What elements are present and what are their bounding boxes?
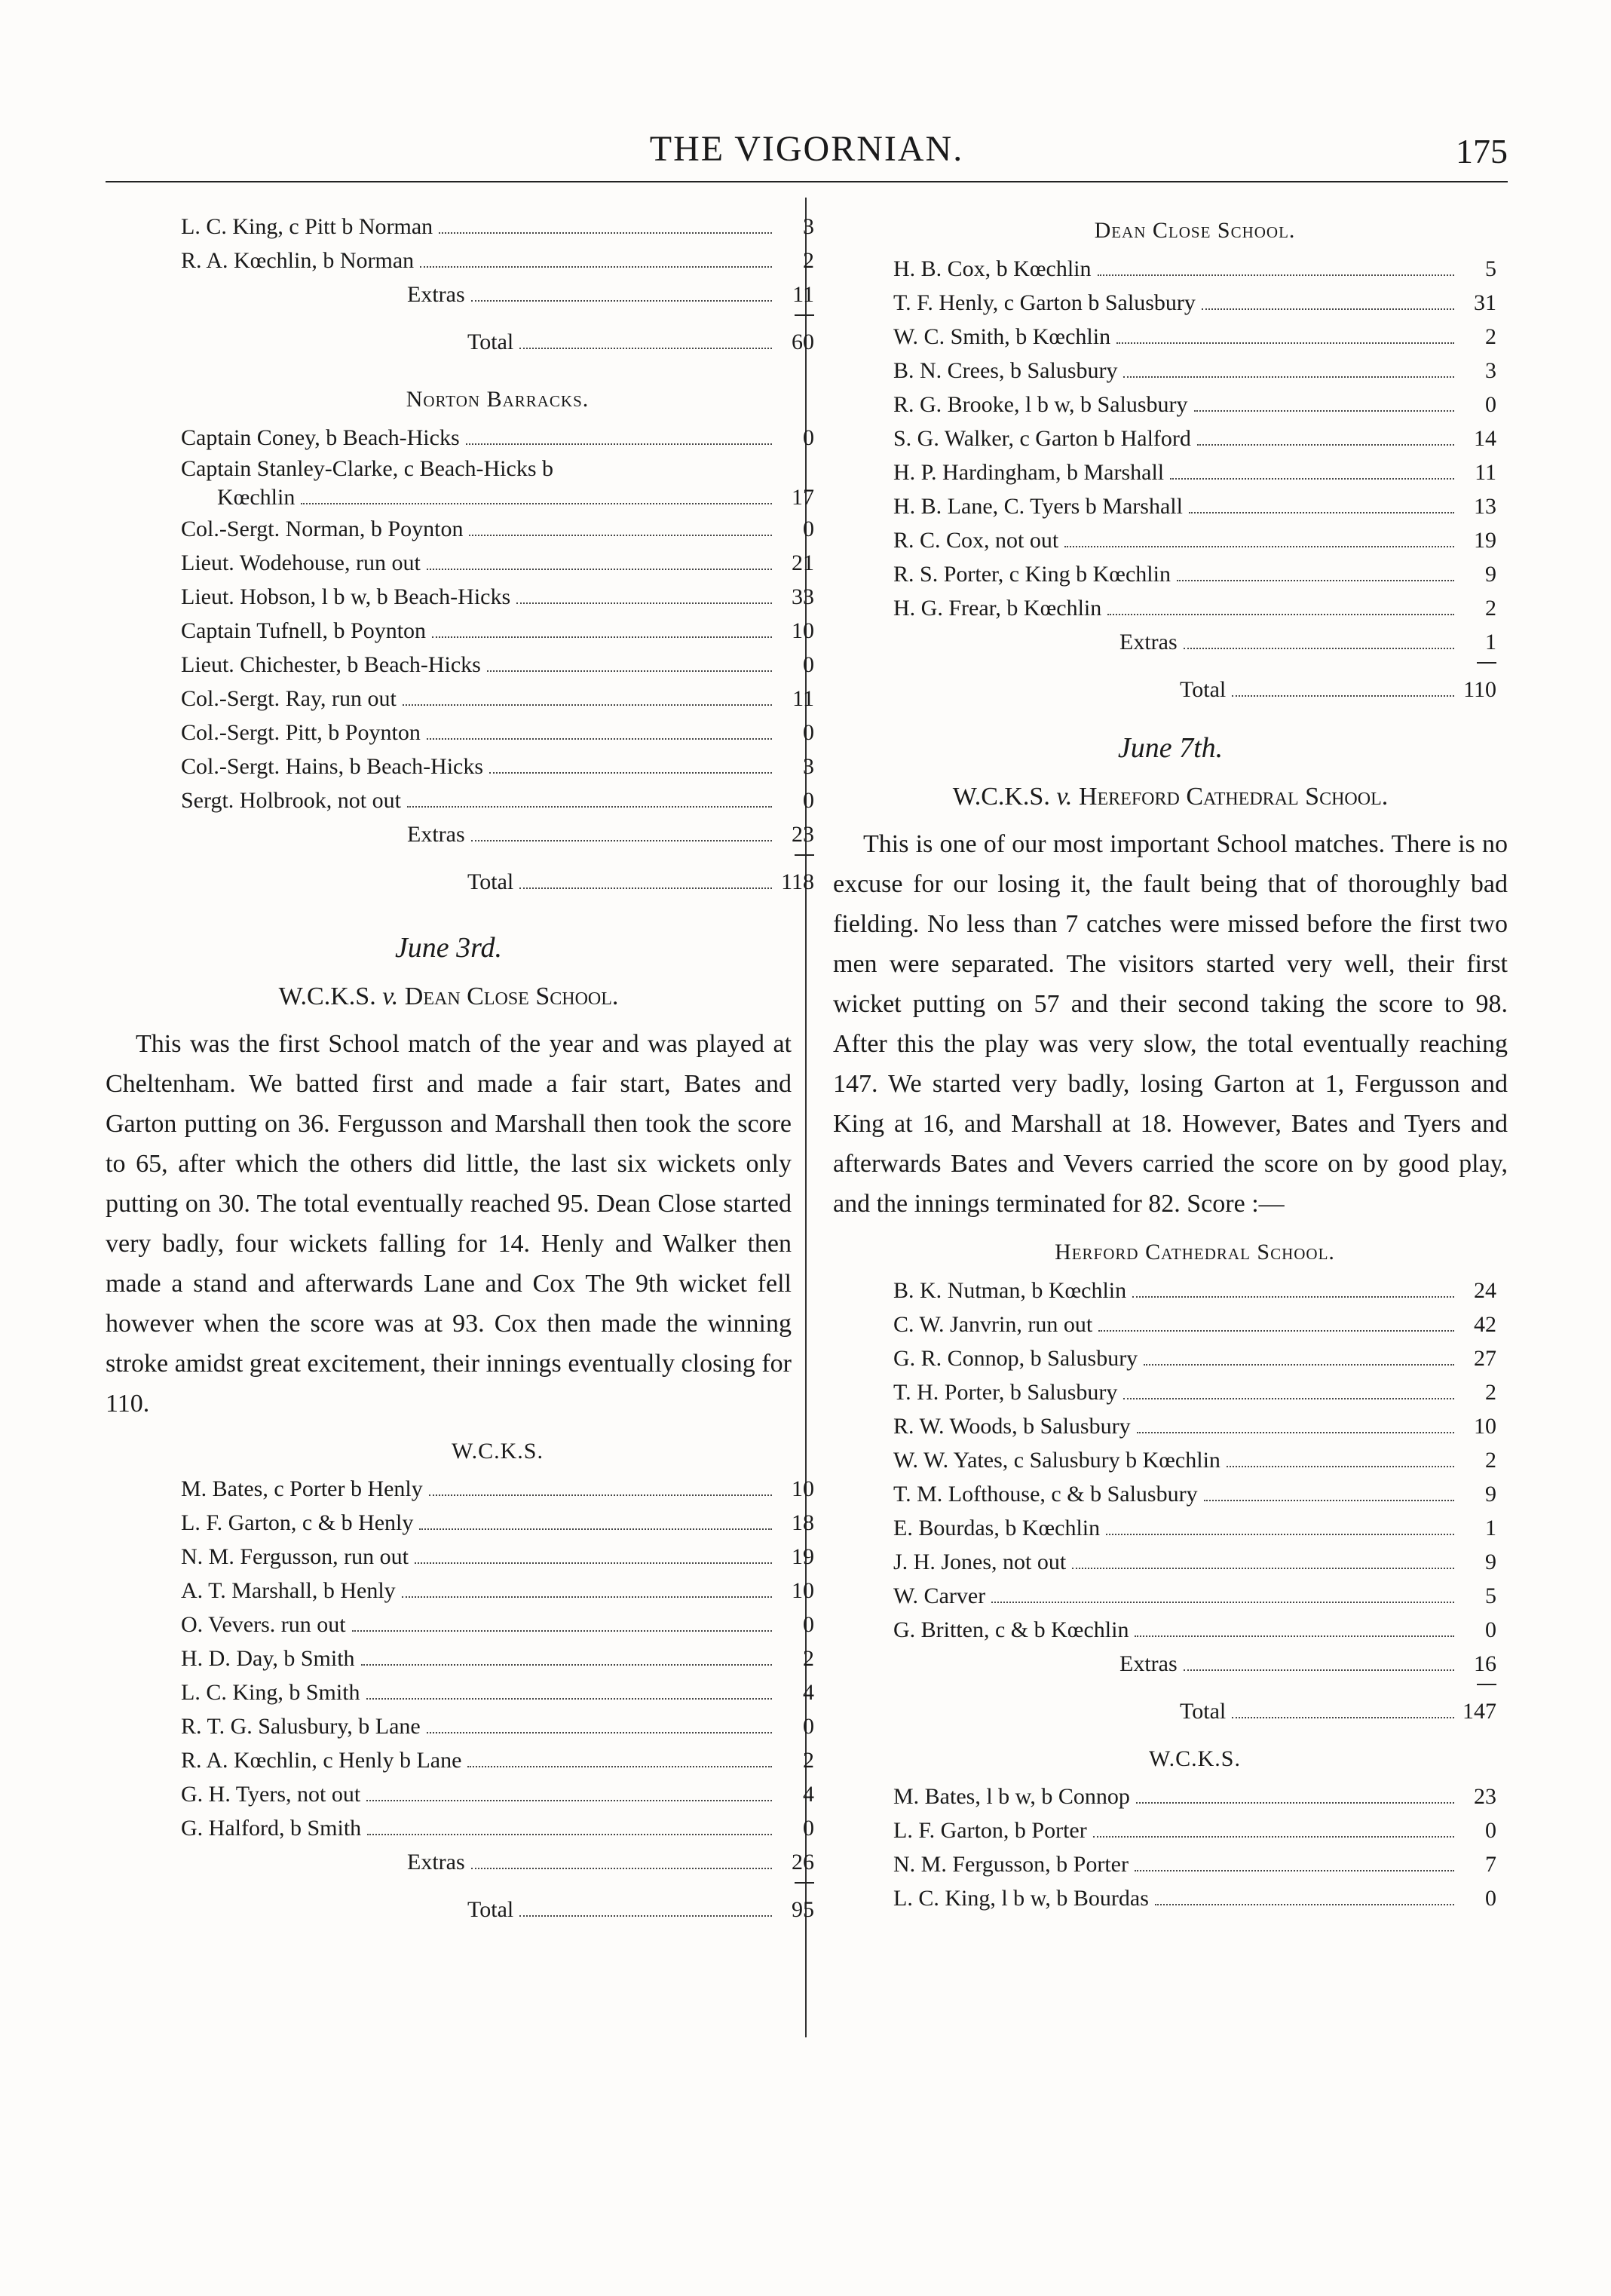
runs: 0 [1485, 1818, 1496, 1843]
dot-leader [419, 1528, 772, 1530]
score-row [893, 1511, 1496, 1545]
score-row [893, 1409, 1496, 1443]
score-row [181, 244, 814, 277]
dot-leader [1123, 376, 1454, 378]
runs: 0 [803, 652, 814, 677]
dot-leader [1227, 1466, 1454, 1467]
dot-leader [432, 636, 772, 638]
score-row [893, 1779, 1496, 1813]
runs: 19 [1474, 528, 1496, 553]
score-row [181, 716, 814, 749]
total-row [181, 325, 814, 359]
dot-leader [471, 840, 772, 841]
batsman-entry: L. C. King, c Pitt b Norman [181, 214, 433, 239]
batsman-entry: R. W. Woods, b Salusbury [893, 1414, 1131, 1439]
score-row [893, 1847, 1496, 1881]
dot-leader [519, 1915, 772, 1917]
score-row [893, 523, 1496, 557]
dot-leader [1170, 478, 1454, 480]
total-runs: 110 [1463, 677, 1496, 702]
dot-leader [439, 232, 772, 234]
dot-leader [429, 1494, 772, 1496]
score-row [181, 580, 814, 614]
extras-label: Extras [407, 822, 465, 847]
dot-leader [420, 266, 772, 268]
batsman-entry: Col.-Sergt. Ray, run out [181, 686, 397, 711]
dot-leader [1204, 1500, 1454, 1501]
dot-leader [366, 1800, 772, 1801]
match-title [106, 974, 792, 1019]
score-row [181, 749, 814, 783]
total-row [893, 673, 1496, 707]
score-row [181, 1777, 814, 1811]
dot-leader [1098, 1330, 1454, 1332]
score-row [893, 1341, 1496, 1375]
team-heading: Dean Close School. [1094, 218, 1296, 243]
header-rule [106, 181, 1508, 182]
dot-leader [1107, 614, 1454, 615]
batsman-entry: G. Halford, b Smith [181, 1816, 362, 1841]
dot-leader [361, 1664, 772, 1666]
score-row [181, 1811, 814, 1845]
running-header [106, 128, 1508, 189]
dot-leader [1155, 1904, 1454, 1905]
score-row [893, 1274, 1496, 1307]
batsman-entry: E. Bourdas, b Kœchlin [893, 1516, 1101, 1540]
dot-leader [467, 1766, 772, 1767]
dot-leader [469, 535, 772, 536]
total-row [893, 1694, 1496, 1728]
runs: 13 [1474, 494, 1496, 519]
dot-leader [1232, 695, 1454, 697]
batsman-entry: W. Carver [893, 1583, 986, 1608]
dot-leader [1064, 546, 1454, 547]
score-row [181, 421, 814, 455]
dot-leader [403, 704, 772, 706]
batsman-entry: R. C. Cox, not out [893, 528, 1059, 553]
match-report: This is one of our most important School matches. There is no excuse for our losing it, the fault being that of thoroughly bad fielding. No less than 7 catches were missed before the first two men were separated. The visitors started very well, their first wicket putting on 57 and their second taking the score to 98. After this the play was very slow, the total eventually reaching 147. We started very badly, losing Garton at 1, Fergusson and King at 16, and Marshall at 18. However, Bates and Tyers and afterwards Bates and Vevers carried the score on by good play, and the innings terminated for 82. Score :— [833, 830, 1508, 1218]
runs: 23 [1474, 1784, 1496, 1809]
runs: 9 [1485, 1482, 1496, 1507]
runs: 0 [803, 788, 814, 813]
runs: 9 [1485, 1550, 1496, 1574]
batsman-entry: T. M. Lofthouse, c & b Salusbury [893, 1482, 1198, 1507]
score-row [181, 210, 814, 244]
wcks-scorecard [181, 1431, 814, 1927]
dot-leader [1135, 1635, 1454, 1637]
runs: 5 [1485, 1583, 1496, 1608]
dot-leader [1135, 1870, 1454, 1871]
dot-leader [519, 887, 772, 889]
score-row [893, 1579, 1496, 1613]
runs: 2 [803, 248, 814, 273]
batsman-entry: H. D. Day, b Smith [181, 1646, 355, 1671]
dot-leader [1232, 1717, 1454, 1718]
extras-row [181, 817, 814, 851]
runs: 31 [1474, 290, 1496, 315]
runs: 0 [803, 425, 814, 450]
dot-leader [466, 443, 772, 445]
score-row [181, 1506, 814, 1540]
runs: 2 [1485, 1380, 1496, 1405]
batsman-entry: L. F. Garton, c & b Henly [181, 1510, 414, 1535]
runs: 11 [792, 686, 814, 711]
dot-leader [471, 1868, 772, 1869]
score-row [181, 682, 814, 716]
right-column [833, 210, 1508, 1915]
extras-label: Extras [1119, 1651, 1178, 1676]
match-home: W.C.K.S. [952, 783, 1050, 811]
score-row [181, 1642, 814, 1675]
score-row [893, 1375, 1496, 1409]
dot-leader [1177, 580, 1454, 581]
batsman-entry: S. G. Walker, c Garton b Halford [893, 426, 1191, 451]
runs: 10 [792, 618, 814, 643]
journal-title: THE VIGORNIAN. [649, 129, 964, 169]
extras-runs: 11 [792, 282, 814, 307]
match-title [833, 774, 1508, 820]
runs: 0 [1485, 1617, 1496, 1642]
extras-runs: 26 [792, 1850, 814, 1875]
score-row [181, 512, 814, 546]
norton-scorecard [181, 379, 814, 899]
batsman-entry: N. M. Fergusson, run out [181, 1544, 409, 1569]
dot-leader [1136, 1802, 1454, 1804]
score-row [893, 421, 1496, 455]
runs: 0 [803, 1612, 814, 1637]
batsman-entry: G. H. Tyers, not out [181, 1782, 361, 1807]
runs: 3 [803, 214, 814, 239]
batsman-entry: R. A. Kœchlin, c Henly b Lane [181, 1748, 462, 1773]
batsman-entry: Lieut. Wodehouse, run out [181, 550, 421, 575]
score-row [893, 1613, 1496, 1647]
batsman-entry: T. H. Porter, b Salusbury [893, 1380, 1118, 1405]
runs: 5 [1485, 256, 1496, 281]
batsman-entry: H. P. Hardingham, b Marshall [893, 460, 1165, 485]
match-opponent: Hereford Cathedral School. [1078, 783, 1389, 811]
dot-leader [1072, 1568, 1454, 1569]
dot-leader [516, 602, 772, 604]
dot-leader [471, 300, 772, 302]
batsman-entry: Col.-Sergt. Pitt, b Poynton [181, 720, 421, 745]
match-date: June 3rd. [394, 932, 503, 964]
total-label: Total [1180, 1699, 1227, 1724]
score-row [893, 354, 1496, 388]
score-row [181, 1574, 814, 1608]
batsman-entry: G. Britten, c & b Kœchlin [893, 1617, 1129, 1642]
dot-leader [301, 503, 772, 504]
runs: 0 [803, 1816, 814, 1841]
runs: 9 [1485, 562, 1496, 587]
extras-runs: 16 [1474, 1651, 1496, 1676]
total-label: Total [467, 1897, 514, 1922]
runs: 0 [1485, 392, 1496, 417]
total-runs: 118 [781, 869, 814, 894]
score-row [181, 1540, 814, 1574]
dot-leader [367, 1834, 772, 1835]
dot-leader [1197, 444, 1454, 446]
match-versus: v. [1056, 783, 1073, 811]
dot-leader [1106, 1534, 1454, 1535]
runs: 7 [1485, 1852, 1496, 1877]
score-row [893, 1477, 1496, 1511]
batsman-entry: H. B. Cox, b Kœchlin [893, 256, 1092, 281]
batsman-entry: A. T. Marshall, b Henly [181, 1578, 396, 1603]
dot-leader [1137, 1432, 1454, 1433]
total-label: Total [1180, 677, 1227, 702]
dot-leader [415, 1562, 772, 1564]
runs: 0 [803, 720, 814, 745]
batsman-entry: Captain Coney, b Beach-Hicks [181, 425, 460, 450]
score-row [181, 1675, 814, 1709]
runs: 19 [792, 1544, 814, 1569]
dot-leader [1093, 1836, 1454, 1838]
score-row [893, 286, 1496, 320]
batsman-entry: W. C. Smith, b Kœchlin [893, 324, 1111, 349]
score-row [893, 252, 1496, 286]
batsman-entry: R. T. G. Salusbury, b Lane [181, 1714, 421, 1739]
total-runs: 60 [792, 330, 814, 354]
batsman-entry: J. H. Jones, not out [893, 1550, 1067, 1574]
runs: 4 [803, 1680, 814, 1705]
batsman-entry: Captain Tufnell, b Poynton [181, 618, 427, 643]
runs: 33 [792, 584, 814, 609]
match-versus: v. [382, 982, 399, 1010]
extras-row [181, 277, 814, 311]
batsman-entry: C. W. Janvrin, run out [893, 1312, 1093, 1337]
runs: 0 [803, 1714, 814, 1739]
dot-leader [427, 569, 772, 570]
dot-leader [407, 806, 772, 808]
score-row-wrapped [181, 455, 814, 512]
hereford-scorecard [893, 1231, 1496, 1915]
batsman-entry: Lieut. Hobson, l b w, b Beach-Hicks [181, 584, 511, 609]
dot-leader [1184, 648, 1454, 649]
runs: 2 [803, 1646, 814, 1671]
total-runs: 95 [792, 1897, 814, 1922]
dot-leader [1116, 342, 1454, 344]
dot-leader [487, 670, 772, 672]
runs: 42 [1474, 1312, 1496, 1337]
extras-row [181, 1845, 814, 1879]
batsman-entry: T. F. Henly, c Garton b Salusbury [893, 290, 1196, 315]
scorecard-continued [181, 210, 814, 359]
dot-leader [1098, 274, 1455, 276]
dean-close-scorecard [893, 210, 1496, 707]
score-row [181, 783, 814, 817]
runs: 24 [1474, 1278, 1496, 1303]
dot-leader [1184, 1669, 1454, 1671]
batsman-entry-line2: Kœchlin [217, 485, 296, 510]
score-row [893, 320, 1496, 354]
dot-leader [352, 1630, 772, 1632]
score-row [893, 1545, 1496, 1579]
extras-row [893, 625, 1496, 659]
runs: 2 [1485, 1448, 1496, 1473]
runs: 4 [803, 1782, 814, 1807]
score-row [181, 614, 814, 648]
runs: 17 [792, 485, 814, 510]
dot-leader [489, 772, 772, 774]
score-row [893, 1813, 1496, 1847]
batsman-entry: R. S. Porter, c King b Kœchlin [893, 562, 1171, 587]
total-runs: 147 [1462, 1699, 1496, 1724]
runs: 2 [1485, 596, 1496, 621]
score-row [893, 591, 1496, 625]
dot-leader [1202, 308, 1454, 310]
runs: 21 [792, 550, 814, 575]
team-heading: Herford Cathedral School. [1055, 1240, 1335, 1264]
total-row [181, 1893, 814, 1927]
extras-runs: 1 [1485, 630, 1496, 654]
batsman-entry-line1: Captain Stanley-Clarke, c Beach-Hicks b [181, 456, 554, 481]
dot-leader [1194, 410, 1454, 412]
team-heading: W.C.K.S. [452, 1439, 544, 1464]
extras-label: Extras [407, 1850, 465, 1875]
runs: 0 [1485, 1886, 1496, 1911]
match-date: June 7th. [1117, 732, 1224, 764]
runs: 11 [1475, 460, 1496, 485]
runs: 1 [1485, 1516, 1496, 1540]
score-row [893, 1443, 1496, 1477]
dot-leader [1189, 512, 1454, 513]
batsman-entry: M. Bates, l b w, b Connop [893, 1784, 1130, 1809]
score-row [181, 1472, 814, 1506]
batsman-entry: N. M. Fergusson, b Porter [893, 1852, 1129, 1877]
runs: 27 [1474, 1346, 1496, 1371]
total-label: Total [467, 330, 514, 354]
dot-leader [519, 348, 772, 349]
extras-label: Extras [407, 282, 465, 307]
score-row [893, 1881, 1496, 1915]
batsman-entry: Col.-Sergt. Hains, b Beach-Hicks [181, 754, 484, 779]
total-label: Total [467, 869, 514, 894]
extras-row [893, 1647, 1496, 1681]
score-row [181, 1743, 814, 1777]
batsman-entry: B. K. Nutman, b Kœchlin [893, 1278, 1127, 1303]
score-row [181, 1608, 814, 1642]
dot-leader [1144, 1364, 1454, 1366]
batsman-entry: Lieut. Chichester, b Beach-Hicks [181, 652, 481, 677]
score-row [893, 455, 1496, 489]
batsman-entry: Col.-Sergt. Norman, b Poynton [181, 517, 464, 541]
score-row [893, 388, 1496, 421]
batsman-entry: L. C. King, b Smith [181, 1680, 360, 1705]
score-row [181, 1709, 814, 1743]
runs: 3 [1485, 358, 1496, 383]
batsman-entry: R. G. Brooke, l b w, b Salusbury [893, 392, 1188, 417]
dot-leader [402, 1596, 772, 1598]
page-number: 175 [1456, 132, 1508, 170]
dot-leader [1132, 1296, 1454, 1298]
score-row [181, 546, 814, 580]
match-opponent: Dean Close School. [404, 982, 619, 1010]
score-row [181, 648, 814, 682]
dot-leader [1123, 1398, 1454, 1399]
score-row [893, 1307, 1496, 1341]
runs: 18 [792, 1510, 814, 1535]
dot-leader [991, 1602, 1454, 1603]
team-heading: W.C.K.S. [1149, 1746, 1241, 1771]
team-heading: Norton Barracks. [406, 387, 590, 412]
runs: 0 [803, 517, 814, 541]
total-row [181, 865, 814, 899]
runs: 14 [1474, 426, 1496, 451]
score-row [893, 489, 1496, 523]
batsman-entry: M. Bates, c Porter b Henly [181, 1476, 423, 1501]
batsman-entry: H. B. Lane, C. Tyers b Marshall [893, 494, 1183, 519]
dot-leader [366, 1698, 772, 1700]
batsman-entry: L. C. King, l b w, b Bourdas [893, 1886, 1149, 1911]
match-home: W.C.K.S. [278, 982, 376, 1010]
batsman-entry: G. R. Connop, b Salusbury [893, 1346, 1138, 1371]
dot-leader [427, 738, 772, 740]
runs: 10 [792, 1476, 814, 1501]
batsman-entry: L. F. Garton, b Porter [893, 1818, 1087, 1843]
batsman-entry: H. G. Frear, b Kœchlin [893, 596, 1102, 621]
runs: 10 [1474, 1414, 1496, 1439]
extras-label: Extras [1119, 630, 1178, 654]
batsman-entry: O. Vevers. run out [181, 1612, 346, 1637]
runs: 10 [792, 1578, 814, 1603]
batsman-entry: B. N. Crees, b Salusbury [893, 358, 1118, 383]
extras-runs: 23 [792, 822, 814, 847]
runs: 3 [803, 754, 814, 779]
runs: 2 [1485, 324, 1496, 349]
left-column [106, 210, 814, 1927]
dot-leader [427, 1732, 772, 1733]
runs: 2 [803, 1748, 814, 1773]
batsman-entry: R. A. Kœchlin, b Norman [181, 248, 415, 273]
batsman-entry: Sergt. Holbrook, not out [181, 788, 401, 813]
batsman-entry: W. W. Yates, c Salusbury b Kœchlin [893, 1448, 1221, 1473]
match-report: This was the first School match of the year and was played at Cheltenham. We batted first and made a fair start, Bates and Garton putting on 36. Fergusson and Marshall then took the score to 65, after which the others did little, the last six wickets only putting on 30. The total eventually reached 95. Dean Close started very badly, four wickets falling for 14. Henly and Walker then made a stand and afterwards Lane and Cox The 9th wicket fell however when the score was at 93. Cox then made the winning stroke amidst great excitement, their innings eventually closing for 110. [106, 1030, 792, 1418]
score-row [893, 557, 1496, 591]
